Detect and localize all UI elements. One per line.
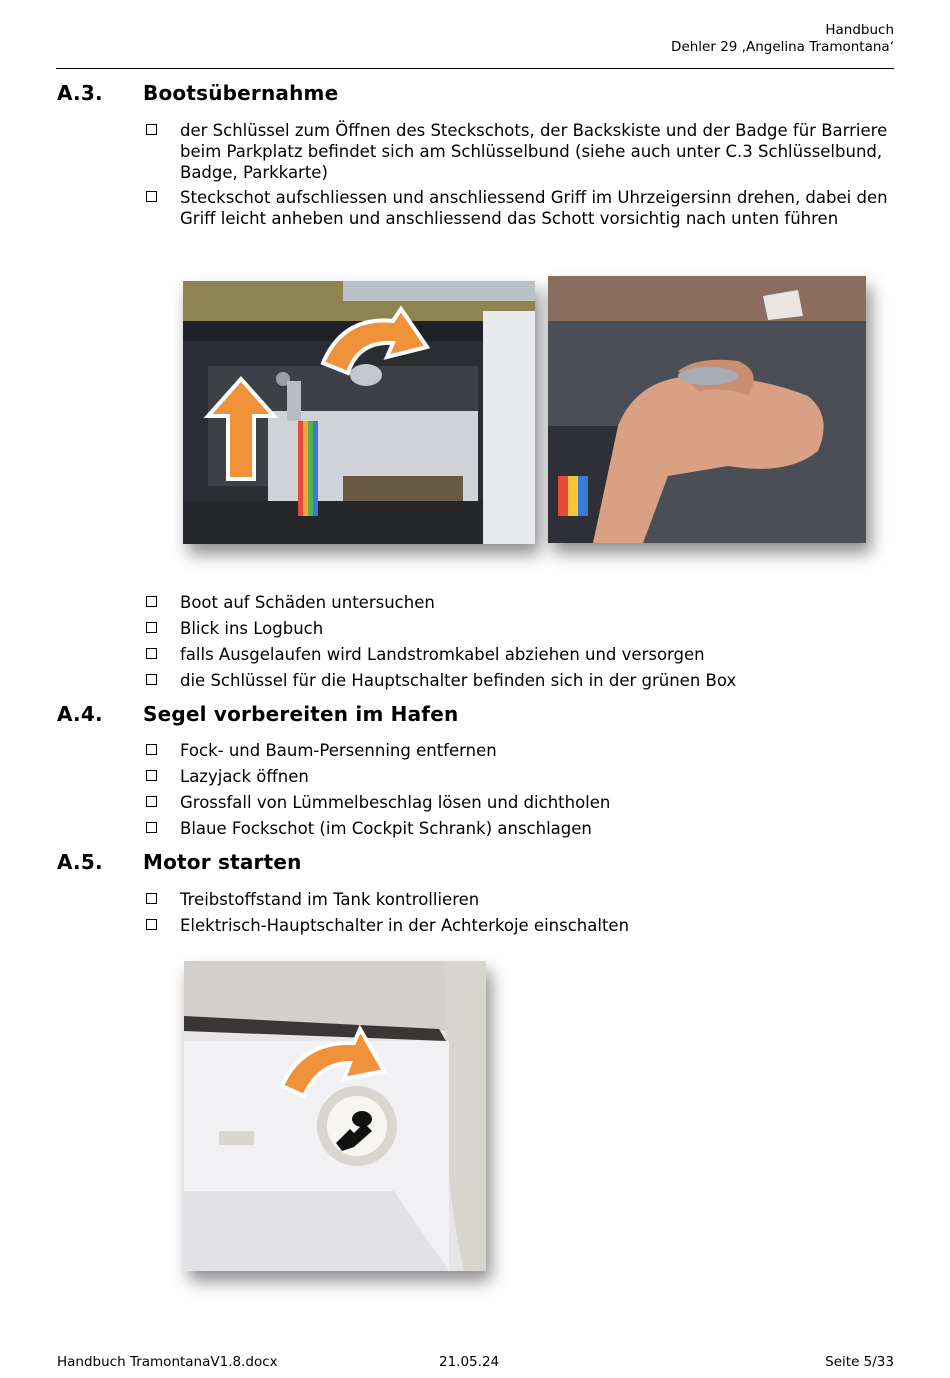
checklist-item bbox=[146, 670, 894, 691]
checklist-item bbox=[146, 592, 894, 613]
checklist-item-text: Boot auf Schäden untersuchen bbox=[180, 593, 435, 612]
header-title: Handbuch bbox=[825, 22, 894, 38]
header-rule bbox=[56, 68, 894, 69]
checklist-item bbox=[146, 120, 894, 183]
checklist-item-text: Elektrisch-Hauptschalter in der Achterkoje einschalten bbox=[180, 916, 630, 935]
main-switch-photo bbox=[184, 961, 486, 1271]
checkbox-icon[interactable] bbox=[146, 674, 157, 685]
section-heading-a3 bbox=[57, 81, 338, 105]
checkbox-icon[interactable] bbox=[146, 770, 157, 781]
companionway-lock-photo bbox=[183, 281, 535, 544]
footer-date: 21.05.24 bbox=[439, 1354, 500, 1370]
checkbox-icon[interactable] bbox=[146, 622, 157, 633]
checkbox-icon[interactable] bbox=[146, 744, 157, 755]
checklist-item-text: Treibstoffstand im Tank kontrollieren bbox=[180, 890, 480, 909]
section-title: Bootsübernahme bbox=[143, 81, 339, 105]
checklist-item bbox=[146, 618, 894, 639]
section-number: A.4. bbox=[57, 702, 103, 726]
section-number: A.5. bbox=[57, 850, 103, 874]
checklist-item bbox=[146, 644, 894, 665]
section-title: Segel vorbereiten im Hafen bbox=[143, 702, 459, 726]
checkbox-icon[interactable] bbox=[146, 796, 157, 807]
checklist-item-text: die Schlüssel für die Hauptschalter befinden sich in der grünen Box bbox=[180, 671, 737, 690]
checkbox-icon[interactable] bbox=[146, 893, 157, 904]
checklist-item-text: der Schlüssel zum Öffnen des Steckschots, der Backskiste und der Badge für Barriere beim Parkplatz befindet sich am Schlüsselbund (siehe auch unter C.3 Schlüsselbund, Badge, Parkkarte) bbox=[180, 121, 888, 182]
checklist-item bbox=[146, 766, 894, 787]
section-title: Motor starten bbox=[143, 850, 302, 874]
checklist-item bbox=[146, 915, 894, 936]
checklist-item bbox=[146, 792, 894, 813]
checklist-item-text: Blick ins Logbuch bbox=[180, 619, 324, 638]
checklist-item bbox=[146, 818, 894, 839]
footer-page-number: Seite 5/33 bbox=[825, 1354, 894, 1370]
checklist-item-text: Grossfall von Lümmelbeschlag lösen und dichtholen bbox=[180, 793, 611, 812]
checklist-item-text: Steckschot aufschliessen und anschliessend Griff im Uhrzeigersinn drehen, dabei den Griff leicht anheben und anschliessend das Schott vorsichtig nach unten führen bbox=[180, 188, 888, 228]
checklist-item bbox=[146, 740, 894, 761]
checklist-item bbox=[146, 889, 894, 910]
checklist-item bbox=[146, 187, 894, 229]
header-subtitle: Dehler 29 ‚Angelina Tramontana‘ bbox=[671, 39, 894, 55]
section-number: A.3. bbox=[57, 81, 103, 105]
checklist-item-text: Lazyjack öffnen bbox=[180, 767, 309, 786]
checkbox-icon[interactable] bbox=[146, 124, 157, 135]
hand-turning-handle-photo bbox=[548, 276, 866, 543]
checkbox-icon[interactable] bbox=[146, 822, 157, 833]
checkbox-icon[interactable] bbox=[146, 919, 157, 930]
checkbox-icon[interactable] bbox=[146, 191, 157, 202]
checklist-item-text: falls Ausgelaufen wird Landstromkabel abziehen und versorgen bbox=[180, 645, 705, 664]
checkbox-icon[interactable] bbox=[146, 596, 157, 607]
footer-filename: Handbuch TramontanaV1.8.docx bbox=[57, 1354, 278, 1370]
section-heading-a5 bbox=[57, 850, 302, 874]
checklist-item-text: Fock- und Baum-Persenning entfernen bbox=[180, 741, 497, 760]
section-heading-a4 bbox=[57, 702, 458, 726]
checklist-item-text: Blaue Fockschot (im Cockpit Schrank) anschlagen bbox=[180, 819, 592, 838]
page-header bbox=[671, 22, 894, 56]
checkbox-icon[interactable] bbox=[146, 648, 157, 659]
